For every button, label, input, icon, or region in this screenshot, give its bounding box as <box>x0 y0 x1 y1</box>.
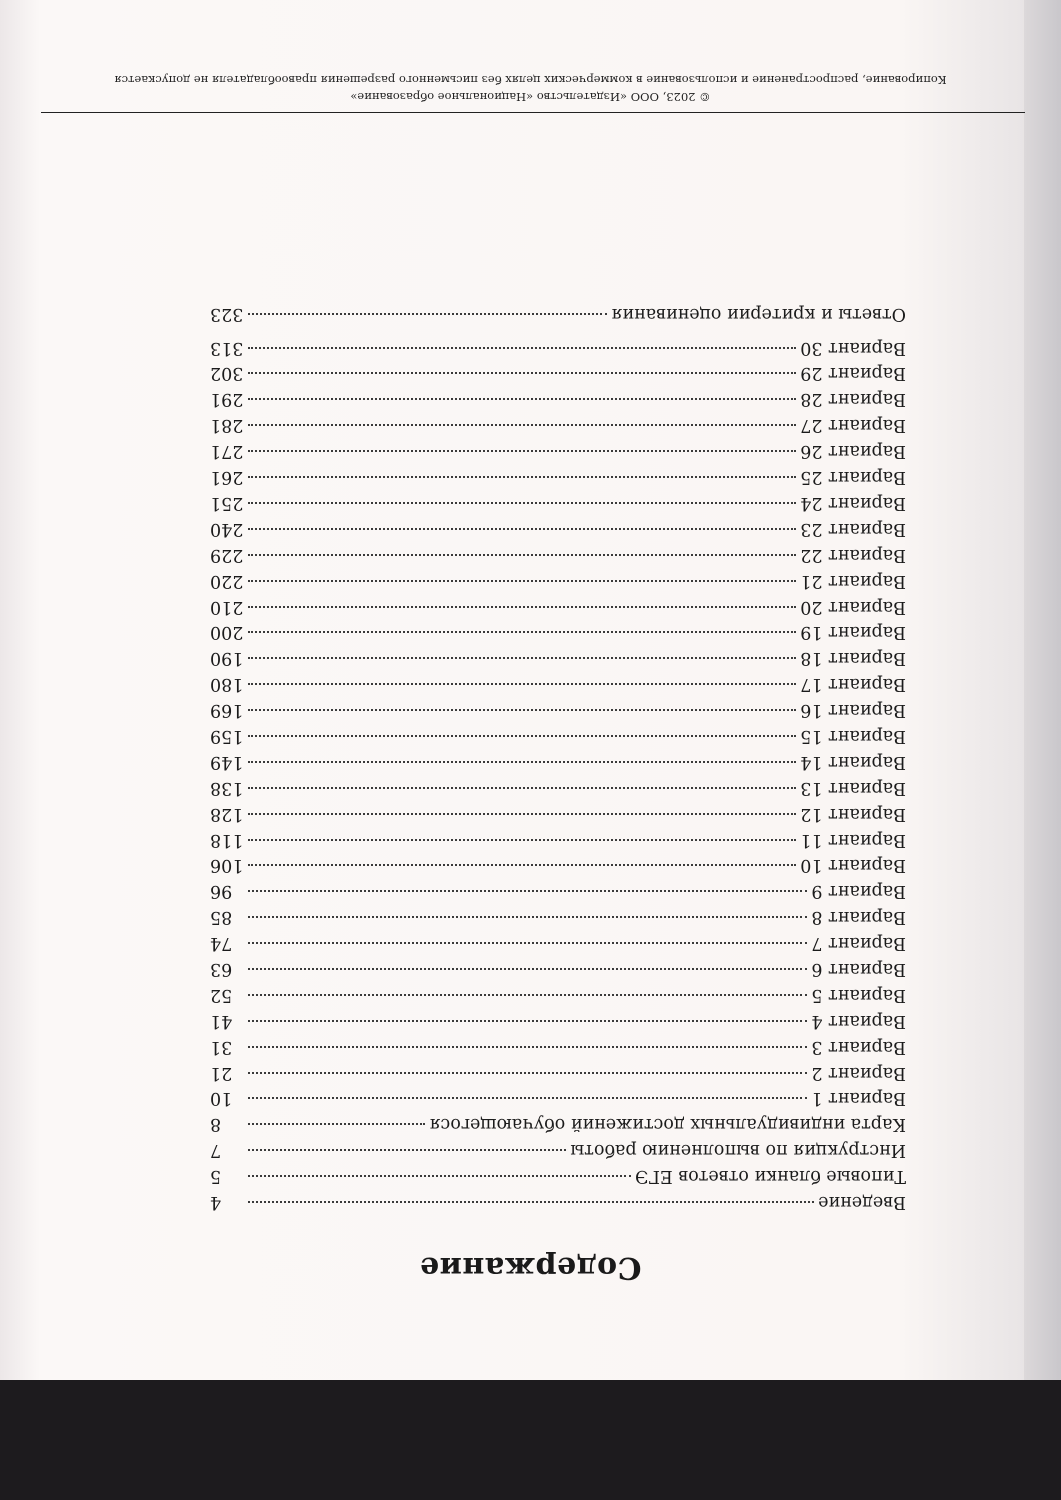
toc-entry-page: 85 <box>210 907 233 928</box>
toc-entry <box>210 384 906 410</box>
toc-entry-page: 302 <box>210 363 244 384</box>
toc-entry-page: 118 <box>210 829 244 850</box>
toc-entry-title: Вариант 4 <box>811 1010 906 1031</box>
toc-dot-leader <box>248 683 796 685</box>
toc-entry-title: Вариант 27 <box>800 415 906 436</box>
toc-entry-page: 190 <box>210 648 244 669</box>
toc-entry <box>210 824 906 850</box>
toc-entry-title: Вариант 11 <box>800 829 906 850</box>
toc-entry-title: Вариант 2 <box>811 1062 906 1083</box>
toc-entry <box>210 487 906 513</box>
toc-dot-leader <box>248 1020 807 1022</box>
toc-entry-title: Вариант 24 <box>800 492 906 513</box>
toc-entry-title: Вариант 19 <box>800 622 906 643</box>
toc-dot-leader <box>248 476 796 478</box>
toc-entry-page: 291 <box>210 389 244 410</box>
toc-dot-leader <box>248 554 796 556</box>
toc-entry-page: 261 <box>210 467 244 488</box>
toc-entry-page: 41 <box>210 1010 233 1031</box>
toc-entry-title: Вариант 8 <box>811 907 906 928</box>
toc-entry <box>210 513 906 539</box>
toc-entry-title: Вариант 15 <box>800 725 906 746</box>
toc-entry <box>210 461 906 487</box>
toc-entry <box>210 332 906 358</box>
toc-dot-leader <box>248 450 796 452</box>
toc-entry-page: 52 <box>210 984 233 1005</box>
toc-entry-title: Вариант 30 <box>800 337 906 358</box>
toc-entry <box>210 798 906 824</box>
toc-entry-page: 240 <box>210 518 244 539</box>
toc-entry-page: 159 <box>210 725 244 746</box>
toc-dot-leader <box>248 813 796 815</box>
toc-dot-leader <box>248 735 796 737</box>
toc-entry-page: 210 <box>210 596 244 617</box>
toc-entry-page: 138 <box>210 777 244 798</box>
toc-entry <box>210 720 906 746</box>
toc-entry <box>210 746 906 772</box>
toc-entry <box>210 927 906 953</box>
toc-entry-title: Вариант 14 <box>800 751 906 772</box>
toc-dot-leader <box>248 1175 631 1177</box>
toc-entry <box>210 979 906 1005</box>
toc-entry-title: Введение <box>818 1192 906 1212</box>
toc-dot-leader <box>248 864 796 866</box>
toc-entry-title: Вариант 25 <box>800 467 906 488</box>
toc-entry <box>210 1186 906 1212</box>
toc-entry-title: Вариант 17 <box>800 674 906 695</box>
toc-dot-leader <box>248 994 807 996</box>
toc-entry-title: Вариант 29 <box>800 363 906 384</box>
toc-entry-page: 169 <box>210 700 244 721</box>
toc-entry-title: Вариант 28 <box>800 389 906 410</box>
toc-entry-page: 96 <box>210 881 233 902</box>
toc-entry <box>210 953 906 979</box>
toc-entry <box>210 642 906 668</box>
toc-entry-title: Вариант 16 <box>800 700 906 721</box>
toc-entry <box>210 850 906 876</box>
footer-rule <box>41 112 1025 113</box>
toc-dot-leader <box>248 916 807 918</box>
toc-entry <box>210 668 906 694</box>
toc-entry-title: Вариант 18 <box>800 648 906 669</box>
toc-entry-page: 323 <box>210 303 244 324</box>
toc-entry-page: 229 <box>210 544 244 565</box>
toc-entry-title: Вариант 9 <box>811 881 906 902</box>
toc-entry <box>210 901 906 927</box>
toc-dot-leader <box>248 631 796 633</box>
toc-entry-page: 7 <box>210 1140 222 1161</box>
toc-entry-title: Вариант 22 <box>800 544 906 565</box>
toc-entry <box>210 1057 906 1083</box>
toc-dot-leader <box>248 968 807 970</box>
toc-entry-page: 10 <box>210 1088 233 1109</box>
toc-entry-title: Вариант 20 <box>800 596 906 617</box>
toc-entry-title: Вариант 26 <box>800 441 906 462</box>
toc-entry-page: 200 <box>210 622 244 643</box>
toc-entry <box>210 1108 906 1134</box>
rights-notice: Копирование, распространение и использование в коммерческих целях без письменного разрешения правообладателя не допускается <box>114 73 947 87</box>
toc-entry <box>210 1083 906 1109</box>
toc-dot-leader <box>248 1123 425 1125</box>
toc-entry <box>210 409 906 435</box>
copyright-line: © 2023, ООО «Издательство «Национальное образование» <box>350 90 711 104</box>
toc-dot-leader <box>248 1149 566 1151</box>
toc-entry-title: Вариант 5 <box>811 984 906 1005</box>
toc-entry <box>210 358 906 384</box>
toc-dot-leader <box>248 606 796 608</box>
toc-entry-page: 149 <box>210 751 244 772</box>
toc-entry-title: Вариант 12 <box>800 803 906 824</box>
toc-dot-leader <box>248 657 796 659</box>
toc-dot-leader <box>248 761 796 763</box>
toc-dot-leader <box>248 502 796 504</box>
toc-dot-leader <box>248 890 807 892</box>
toc-dot-leader <box>248 787 796 789</box>
toc-entry-title: Ответы и критерии оценивания <box>611 303 906 324</box>
toc-entry <box>210 1160 906 1186</box>
toc-entry-page: 106 <box>210 855 244 876</box>
toc-entry <box>210 539 906 565</box>
toc-entry-title: Инструкция по выполнению работы <box>570 1140 906 1161</box>
toc-entry-page: 313 <box>210 337 244 358</box>
toc-dot-leader <box>248 528 796 530</box>
toc-entry-title: Вариант 23 <box>800 518 906 539</box>
toc-entry <box>210 694 906 720</box>
toc-entry-page: 63 <box>210 958 233 979</box>
toc-entry-page: 31 <box>210 1036 233 1057</box>
toc-entry <box>210 772 906 798</box>
toc-entry-title: Вариант 3 <box>811 1036 906 1057</box>
toc-dot-leader <box>248 1097 807 1099</box>
toc-entry-page: 21 <box>210 1062 233 1083</box>
toc-entry <box>210 1031 906 1057</box>
toc-dot-leader <box>248 398 796 400</box>
toc-entry <box>210 435 906 461</box>
toc-entry-page: 128 <box>210 803 244 824</box>
toc-entry-title: Вариант 1 <box>811 1088 906 1109</box>
toc-dot-leader <box>248 580 796 582</box>
toc-dot-leader <box>248 942 807 944</box>
toc-entry-title: Карта индивидуальных достижений обучающегося <box>429 1114 906 1135</box>
toc-entry-page: 220 <box>210 570 244 591</box>
toc-list <box>210 298 906 1212</box>
toc-entry <box>210 1005 906 1031</box>
toc-dot-leader <box>248 313 607 315</box>
toc-entry <box>210 1134 906 1160</box>
toc-dot-leader <box>248 373 796 375</box>
toc-dot-leader <box>248 709 796 711</box>
toc-dot-leader <box>248 1046 807 1048</box>
toc-entry-page: 5 <box>210 1166 222 1187</box>
toc-dot-leader <box>248 347 796 349</box>
toc-entry-title: Вариант 21 <box>800 570 906 591</box>
toc-entry <box>210 875 906 901</box>
toc-entry-page: 180 <box>210 674 244 695</box>
toc-entry-page: 8 <box>210 1114 222 1135</box>
toc-entry-title: Вариант 10 <box>800 855 906 876</box>
toc-entry-page: 74 <box>210 933 233 954</box>
toc-entry-title: Вариант 6 <box>811 958 906 979</box>
toc-entry-title: Вариант 7 <box>811 933 906 954</box>
toc-entry-title: Типовые бланки ответов ЕГЭ <box>635 1166 906 1187</box>
toc-entry-page: 271 <box>210 441 244 462</box>
toc-entry <box>210 591 906 617</box>
toc-entry-title: Вариант 13 <box>800 777 906 798</box>
toc-dot-leader <box>248 839 796 841</box>
toc-entry <box>210 565 906 591</box>
toc-dot-leader <box>248 424 796 426</box>
toc-dot-leader <box>248 1072 807 1074</box>
toc-entry-page: 251 <box>210 492 244 513</box>
toc-entry-page: 281 <box>210 415 244 436</box>
toc-dot-leader <box>248 1201 814 1203</box>
toc-entry <box>210 617 906 643</box>
toc-heading: Содержание <box>419 1250 642 1285</box>
toc-entry <box>210 298 906 324</box>
toc-entry-page: 4 <box>210 1192 222 1212</box>
